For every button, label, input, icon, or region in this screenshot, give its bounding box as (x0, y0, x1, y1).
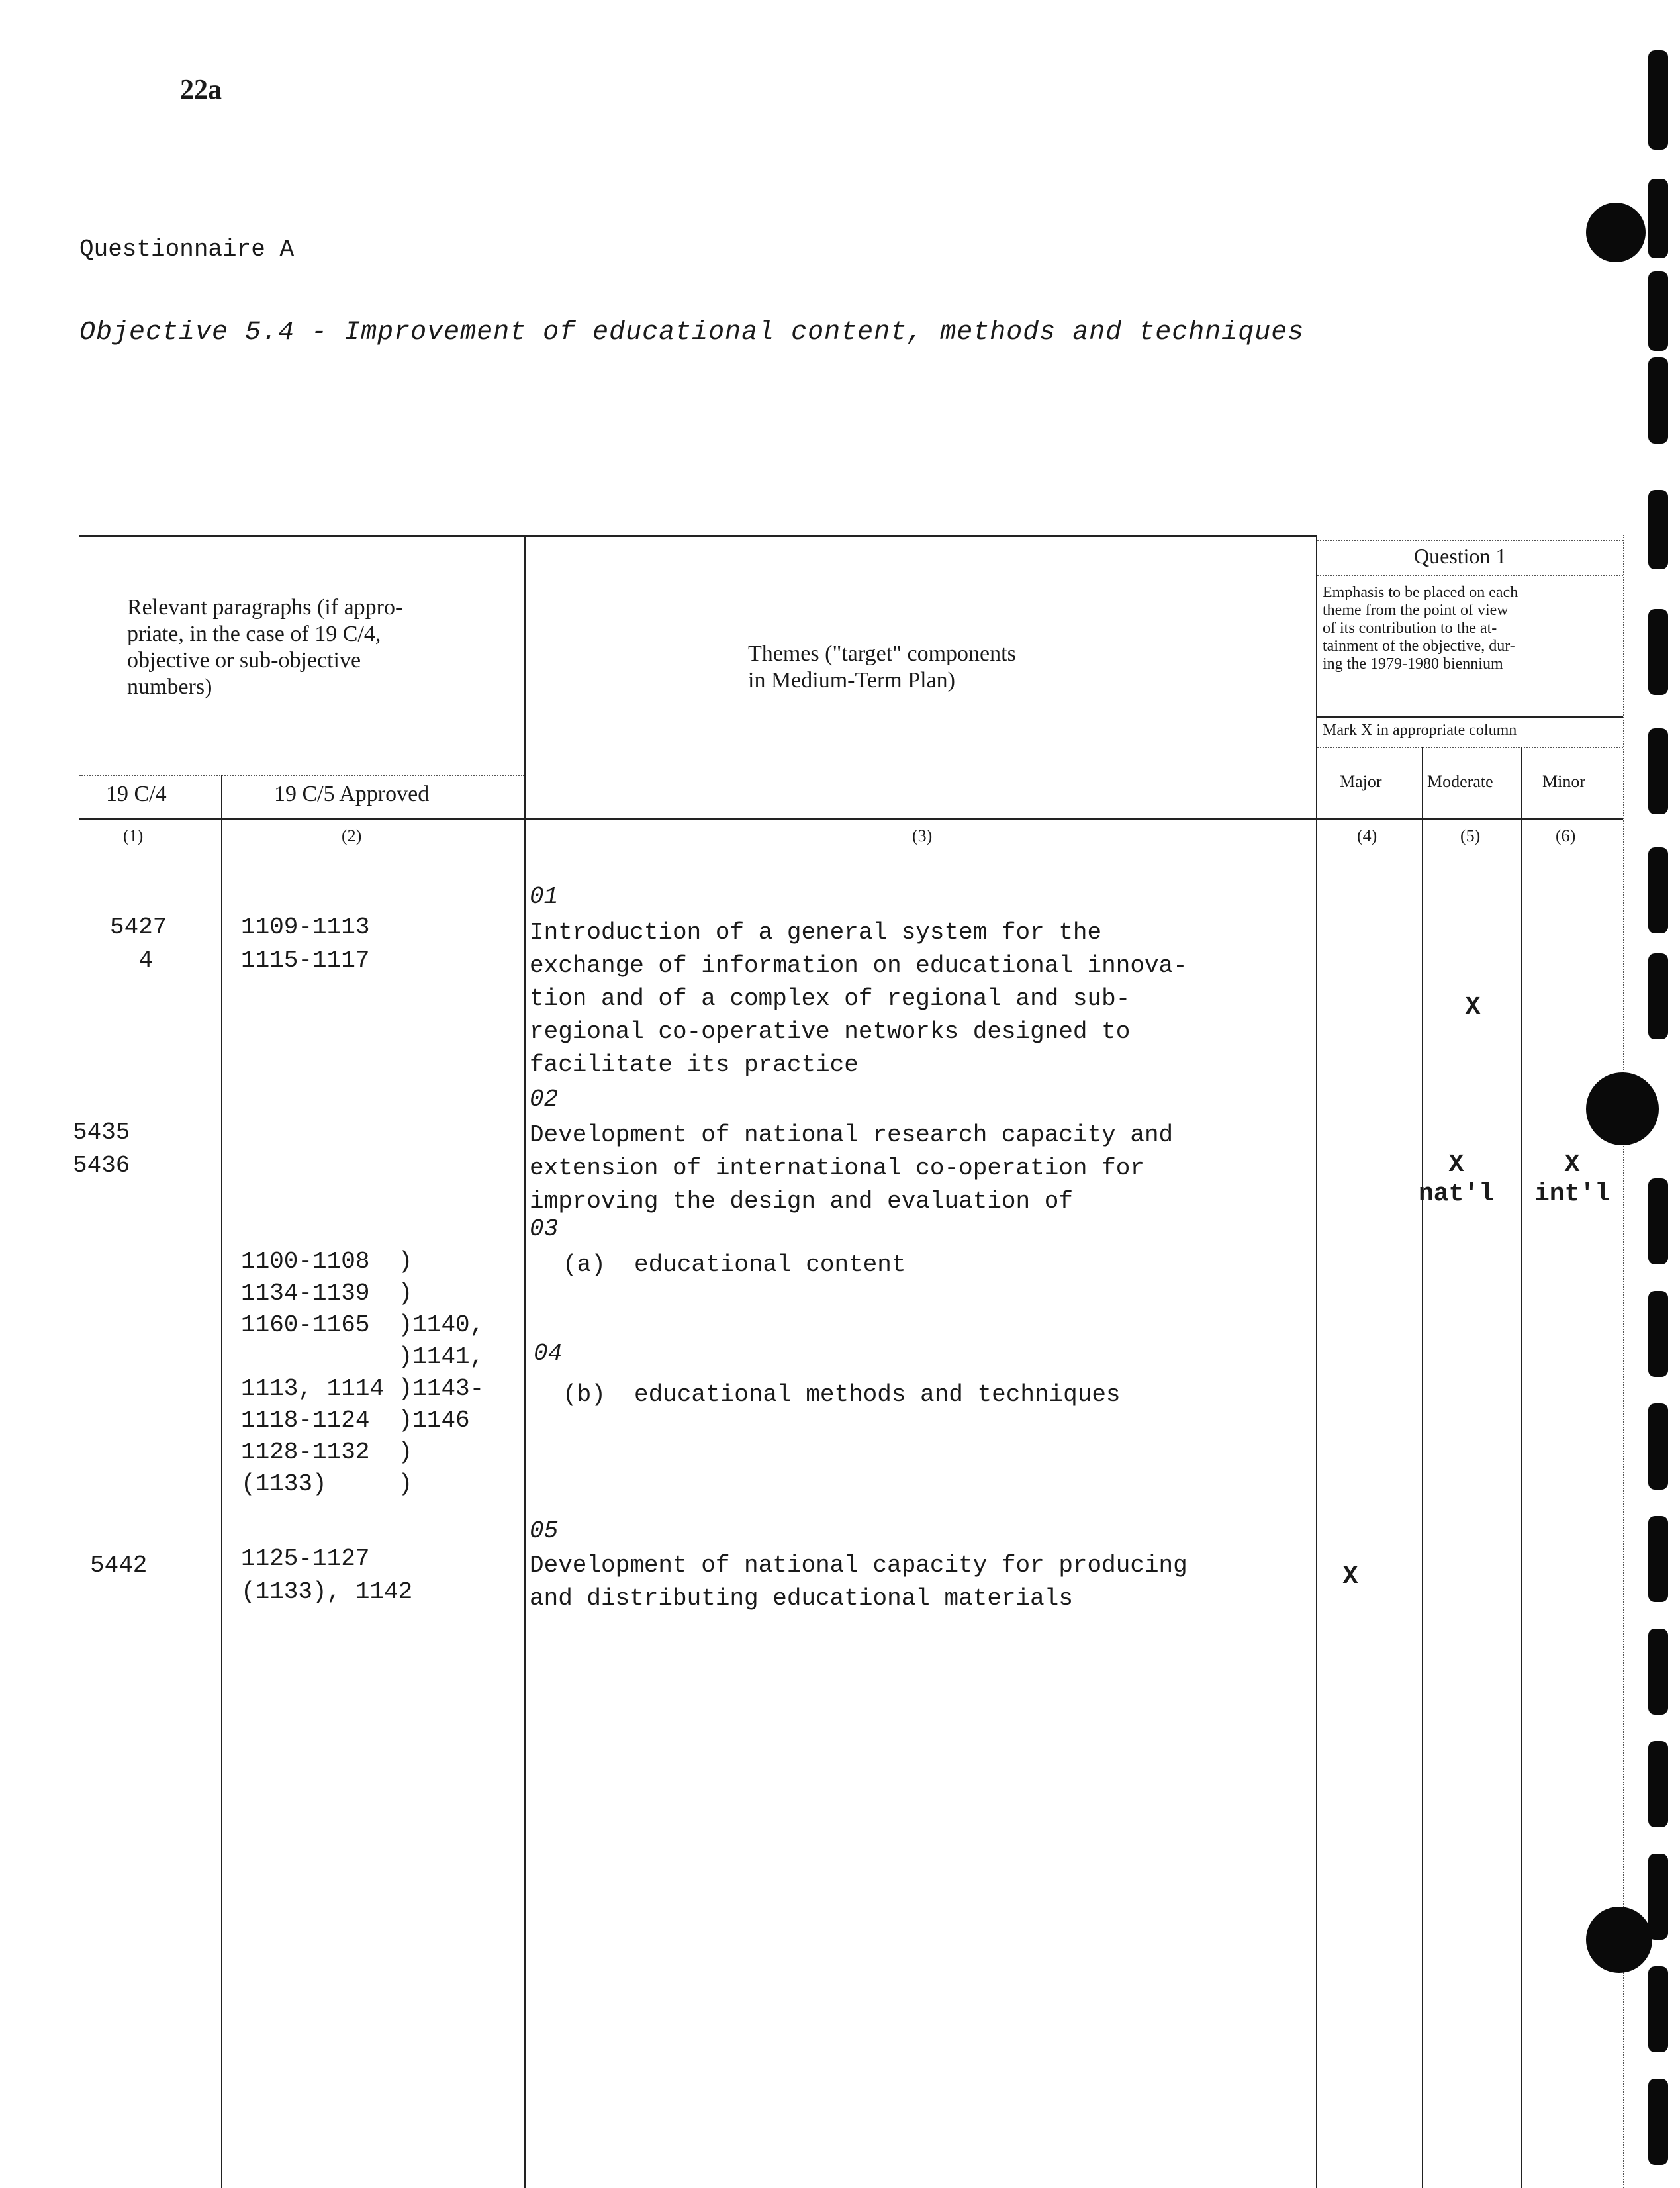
header-emphasis: Emphasis to be placed on each theme from the point of view of its contribution to the at- tainment of the objective, dur- ing the 1979-1980 biennium (1323, 584, 1518, 673)
col-divider-2 (524, 535, 526, 2188)
header-themes: Themes ("target" components in Medium-Term Plan) (748, 642, 1016, 692)
theme-text: (b) educational methods and techniques (563, 1381, 1121, 1408)
table-top-rule (79, 535, 1316, 537)
header-major: Major (1340, 772, 1382, 791)
theme-text: Development of national research capacity and extension of international co-operation for improving the design and evaluation of (530, 1121, 1174, 1215)
header-19c5-approved: 19 C/5 Approved (274, 782, 430, 806)
punch-hole (1586, 203, 1646, 262)
punch-bar (1648, 1178, 1668, 1264)
col-number-4: (4) (1357, 826, 1377, 845)
mark-moderate: X nat'l (1418, 1151, 1495, 1208)
page-number: 22a (180, 75, 222, 105)
theme-code: 02 (530, 1086, 559, 1113)
mark-minor: X int'l (1534, 1151, 1610, 1208)
punch-bar (1648, 357, 1668, 444)
relevant-sub-rule (79, 775, 524, 776)
question-sub-rule (1317, 575, 1623, 576)
header-mark-x: Mark X in appropriate column (1323, 722, 1517, 739)
punch-bar (1648, 50, 1668, 150)
theme-text: (a) educational content (563, 1251, 906, 1278)
punch-bar (1648, 1629, 1668, 1715)
col-divider-3 (1316, 535, 1317, 2188)
col-number-5: (5) (1460, 826, 1481, 845)
punch-bar (1648, 1516, 1668, 1602)
col-number-1: (1) (123, 826, 144, 845)
punch-bar (1648, 271, 1668, 351)
punch-bar (1648, 490, 1668, 569)
ref-19c5: 1100-1108 ) 1134-1139 ) 1160-1165 )1140, )1141, 1113, 1114 )1143- 1118-1124 )1146 1128-1132 ) (1133) ) (241, 1248, 485, 1498)
punch-bar (1648, 1741, 1668, 1827)
ref-19c4: 5427 4 (110, 914, 167, 974)
col-divider-1 (221, 775, 222, 2188)
header-relevant-paragraphs: Relevant paragraphs (if appro- priate, in the case of 19 C/4, objective or sub-objective numbers) (127, 595, 403, 699)
table-top-rule-right (1317, 540, 1623, 541)
header-minor: Minor (1542, 772, 1585, 791)
punch-bar (1648, 728, 1668, 814)
theme-code: 03 (530, 1215, 559, 1243)
col-divider-5 (1521, 747, 1522, 2188)
emphasis-sub-rule (1317, 716, 1623, 718)
punch-hole (1586, 1907, 1652, 1973)
mark-major: X (1342, 1562, 1358, 1591)
punch-bar (1648, 1966, 1668, 2052)
theme-code: 04 (534, 1340, 563, 1367)
col-number-2: (2) (342, 826, 362, 845)
ref-19c4: 5442 (90, 1552, 148, 1579)
punch-bar (1648, 179, 1668, 258)
punch-hole (1586, 1072, 1659, 1145)
ref-19c4: 5435 5436 (73, 1119, 130, 1179)
punch-bar (1648, 1291, 1668, 1377)
header-moderate: Moderate (1427, 772, 1493, 791)
ref-19c5: 1109-1113 1115-1117 (241, 914, 370, 974)
punch-bar (1648, 2079, 1668, 2165)
punch-bar (1648, 1403, 1668, 1490)
mark-moderate: X (1465, 993, 1481, 1022)
questionnaire-title: Questionnaire A (79, 236, 295, 263)
punch-bar (1648, 609, 1668, 695)
punch-bar (1648, 953, 1668, 1039)
mark-sub-rule (1317, 747, 1623, 748)
header-question-1: Question 1 (1414, 544, 1507, 568)
col-number-3: (3) (912, 826, 933, 845)
col-number-6: (6) (1556, 826, 1576, 845)
punch-bar (1648, 847, 1668, 933)
theme-text: Development of national capacity for producing and distributing educational materials (530, 1552, 1188, 1612)
punch-bar (1648, 1854, 1668, 1940)
col-divider-4 (1422, 747, 1423, 2188)
theme-code: 05 (530, 1517, 559, 1545)
theme-text: Introduction of a general system for the exchange of information on educational innova- tion and of a complex of regional and sub- regional co-operative networks designed to facilitate its practice (530, 919, 1188, 1078)
ref-19c5: 1125-1127 (1133), 1142 (241, 1545, 413, 1605)
theme-code: 01 (530, 883, 559, 910)
header-bottom-rule (79, 818, 1623, 820)
header-19c4: 19 C/4 (106, 782, 167, 806)
objective-title: Objective 5.4 - Improvement of educational content, methods and techniques (79, 318, 1305, 348)
